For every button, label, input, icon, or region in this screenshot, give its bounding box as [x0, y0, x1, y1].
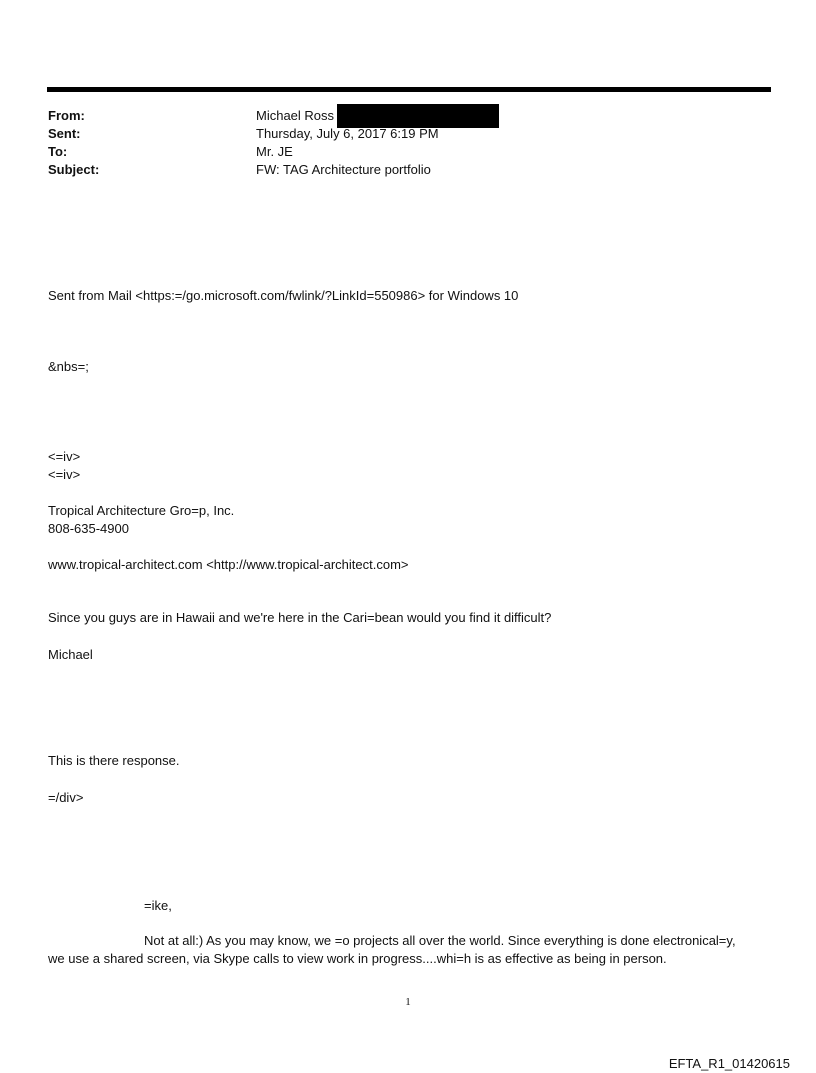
div-line-2: <=iv>	[48, 467, 81, 482]
question-line: Since you guys are in Hawaii and we're here in the Cari=bean would you find it difficult?	[48, 610, 552, 625]
reply-line-1: Not at all:) As you may know, we =o projects all over the world. Since everything is done electronical=y,	[144, 933, 736, 948]
from-label: From:	[48, 108, 85, 123]
company-name: Tropical Architecture Gro=p, Inc.	[48, 503, 235, 518]
response-line: This is there response.	[48, 753, 180, 768]
header-rule	[47, 87, 771, 92]
to-value: Mr. JE	[256, 144, 293, 159]
bates-number: EFTA_R1_01420615	[668, 1056, 790, 1071]
subject-label: Subject:	[48, 162, 100, 177]
sent-label: Sent:	[48, 126, 81, 141]
nbsp-line: &nbs=;	[48, 359, 89, 374]
to-label: To:	[48, 144, 68, 159]
sent-value: Thursday, July 6, 2017 6:19 PM	[256, 126, 439, 141]
phone-number: 808-635-4900	[48, 521, 129, 536]
signoff-line: Michael	[48, 647, 93, 662]
div-close-line: =/div>	[48, 790, 84, 805]
from-value: Michael Ross	[256, 108, 335, 123]
div-line-1: <=iv>	[48, 449, 81, 464]
page-number: 1	[405, 996, 411, 1008]
subject-value: FW: TAG Architecture portfolio	[256, 162, 431, 177]
sent-from-line: Sent from Mail <https:=/go.microsoft.com/fwlink/?LinkId=550986> for Windows 10	[48, 288, 519, 303]
salutation-line: =ike,	[144, 898, 172, 913]
reply-line-2: we use a shared screen, via Skype calls to view work in progress....whi=h is as effective as being in person.	[48, 951, 667, 966]
website-link: www.tropical-architect.com <http://www.tropical-architect.com>	[48, 557, 409, 572]
